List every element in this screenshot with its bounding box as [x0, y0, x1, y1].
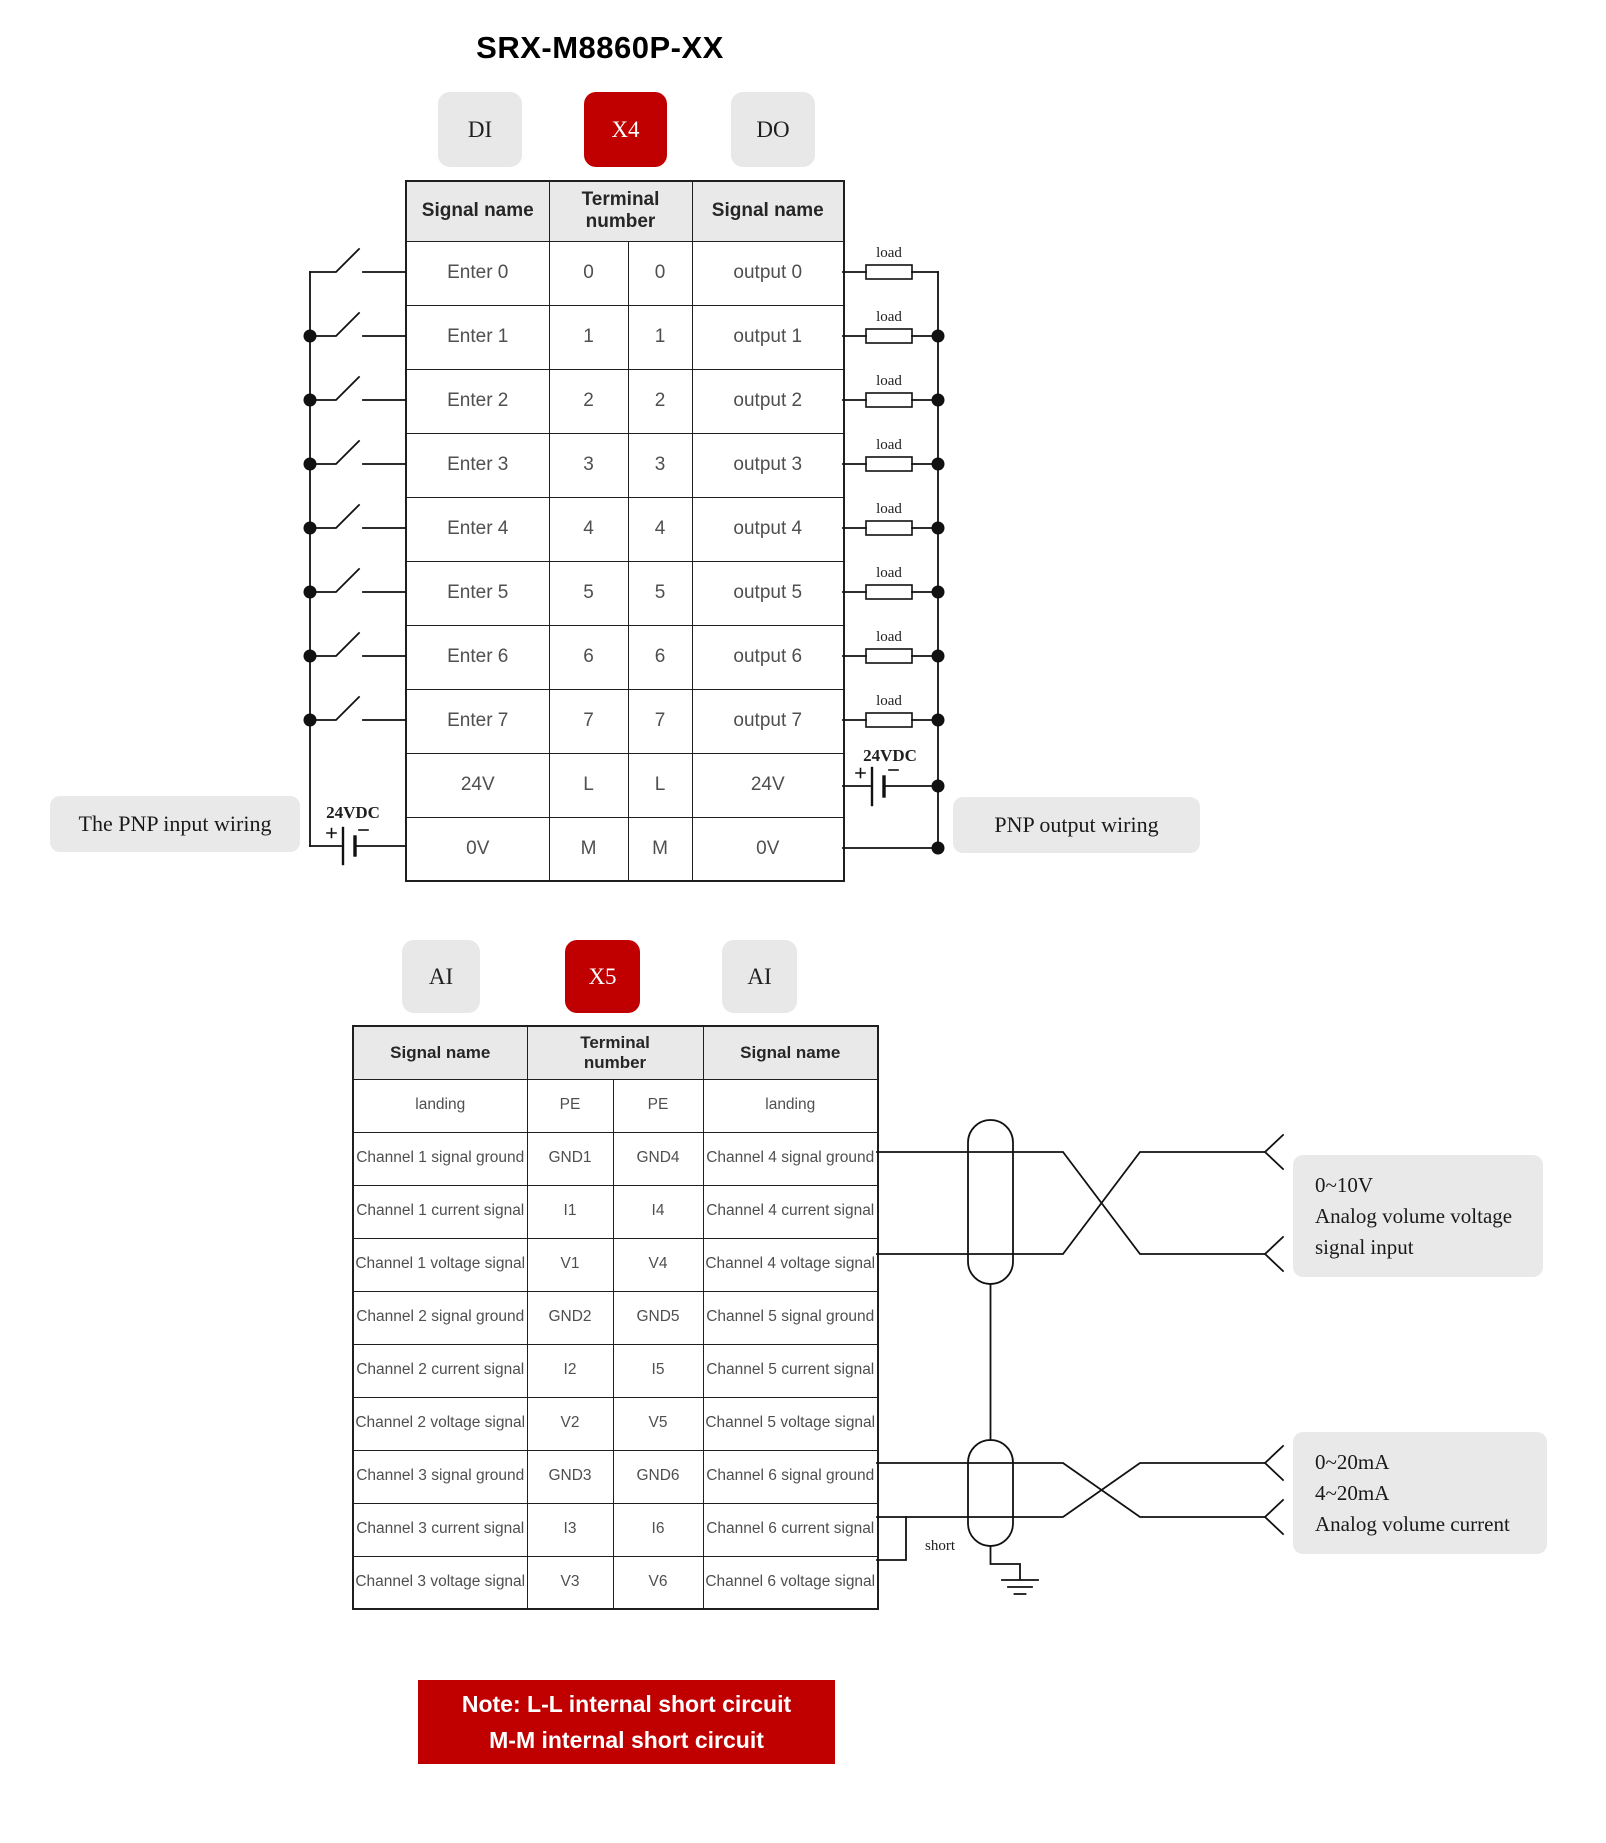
terminal-left-cell: PE: [527, 1079, 613, 1132]
signal-left-cell: Channel 2 voltage signal: [353, 1397, 527, 1450]
signal-right-cell: Channel 4 voltage signal: [703, 1238, 878, 1291]
voltage-input-label: [1293, 1155, 1543, 1277]
header-row: [406, 181, 844, 241]
pnp-output-wiring-label: PNP output wiring: [953, 797, 1200, 853]
signal-left-cell: Enter 1: [406, 305, 549, 369]
signal-right-cell: Channel 6 current signal: [703, 1503, 878, 1556]
terminal-left-cell: GND1: [527, 1132, 613, 1185]
signal-right-cell: output 2: [692, 369, 844, 433]
terminal-right-cell: 4: [628, 497, 692, 561]
badge-ai-right: AI: [722, 940, 797, 1013]
terminal-left-cell: GND2: [527, 1291, 613, 1344]
terminal-right-cell: I4: [613, 1185, 703, 1238]
table-row: [353, 1397, 878, 1450]
terminal-left-cell: L: [549, 753, 628, 817]
terminal-right-cell: 1: [628, 305, 692, 369]
terminal-left-cell: 2: [549, 369, 628, 433]
shield-cable-symbol: [968, 1120, 1013, 1284]
pnp-output-wiring-group: [843, 265, 945, 855]
terminal-right-cell: GND5: [613, 1291, 703, 1344]
voltage-desc-1: Analog volume voltage: [1315, 1204, 1513, 1228]
table-row: [353, 1503, 878, 1556]
signal-left-cell: Channel 1 current signal: [353, 1185, 527, 1238]
terminal-right-cell: V6: [613, 1556, 703, 1609]
load-label: load: [876, 309, 902, 325]
table-row: [406, 625, 844, 689]
signal-right-cell: output 4: [692, 497, 844, 561]
signal-right-cell: 0V: [692, 817, 844, 881]
table-row: [353, 1185, 878, 1238]
table-row: [353, 1291, 878, 1344]
terminal-right-cell: 6: [628, 625, 692, 689]
terminal-header: [527, 1026, 703, 1079]
signal-left-cell: Enter 7: [406, 689, 549, 753]
signal-left-cell: Channel 1 signal ground: [353, 1132, 527, 1185]
signal-left-cell: 24V: [406, 753, 549, 817]
current-input-label: [1293, 1432, 1547, 1554]
load-label: load: [876, 565, 902, 581]
signal-right-header: Signal name: [692, 181, 844, 241]
signal-left-cell: Enter 5: [406, 561, 549, 625]
current-desc: Analog volume current: [1315, 1512, 1510, 1536]
terminal-right-cell: 2: [628, 369, 692, 433]
pnp-input-wiring-group: [304, 249, 406, 864]
table-row: [406, 497, 844, 561]
terminal-left-cell: I2: [527, 1344, 613, 1397]
signal-right-cell: output 7: [692, 689, 844, 753]
note-line-2: M-M internal short circuit: [489, 1727, 764, 1753]
x4-terminal-table: [405, 180, 845, 882]
terminal-left-cell: 7: [549, 689, 628, 753]
terminal-right-cell: L: [628, 753, 692, 817]
signal-right-cell: output 5: [692, 561, 844, 625]
signal-left-cell: Channel 3 voltage signal: [353, 1556, 527, 1609]
table-row: [406, 241, 844, 305]
badge-do: DO: [731, 92, 815, 167]
voltage-range: 0~10V: [1315, 1173, 1374, 1197]
terminal-left-cell: V2: [527, 1397, 613, 1450]
terminal-left-cell: I3: [527, 1503, 613, 1556]
badge-di: DI: [438, 92, 522, 167]
terminal-right-cell: 5: [628, 561, 692, 625]
supply-label-right: 24VDC: [863, 746, 917, 765]
terminal-left-cell: V3: [527, 1556, 613, 1609]
terminal-left-cell: V1: [527, 1238, 613, 1291]
terminal-right-cell: 0: [628, 241, 692, 305]
signal-left-cell: Enter 2: [406, 369, 549, 433]
signal-right-cell: Channel 6 voltage signal: [703, 1556, 878, 1609]
terminal-right-cell: M: [628, 817, 692, 881]
badge-x5: X5: [565, 940, 640, 1013]
signal-left-cell: Channel 1 voltage signal: [353, 1238, 527, 1291]
short-label: short: [925, 1538, 955, 1554]
badge-ai-left: AI: [402, 940, 480, 1013]
shield-cable-symbol: [968, 1440, 1013, 1546]
terminal-left-cell: 1: [549, 305, 628, 369]
table-row: [353, 1079, 878, 1132]
signal-right-cell: output 1: [692, 305, 844, 369]
signal-right-header: Signal name: [703, 1026, 878, 1079]
load-label: load: [876, 373, 902, 389]
terminal-right-cell: GND6: [613, 1450, 703, 1503]
terminal-right-cell: GND4: [613, 1132, 703, 1185]
ground-symbol: [991, 1546, 1039, 1594]
table-row: [406, 433, 844, 497]
terminal-header-text: Terminal number: [581, 189, 660, 233]
signal-right-cell: 24V: [692, 753, 844, 817]
table-row: [406, 369, 844, 433]
terminal-left-cell: 5: [549, 561, 628, 625]
load-label: load: [876, 245, 902, 261]
terminal-right-cell: I6: [613, 1503, 703, 1556]
terminal-left-cell: 4: [549, 497, 628, 561]
terminal-left-cell: 6: [549, 625, 628, 689]
signal-right-cell: Channel 5 current signal: [703, 1344, 878, 1397]
terminal-right-cell: V5: [613, 1397, 703, 1450]
signal-left-cell: Channel 2 current signal: [353, 1344, 527, 1397]
load-label: load: [876, 629, 902, 645]
terminal-left-cell: GND3: [527, 1450, 613, 1503]
current-range-1: 0~20mA: [1315, 1450, 1390, 1474]
signal-left-cell: Channel 3 signal ground: [353, 1450, 527, 1503]
terminal-header-text: Terminal number: [580, 1033, 650, 1072]
signal-right-cell: landing: [703, 1079, 878, 1132]
terminal-right-cell: V4: [613, 1238, 703, 1291]
analog-input-wiring-group: [877, 1120, 1283, 1594]
table-row: [353, 1238, 878, 1291]
x5-terminal-table: [352, 1025, 879, 1610]
table-row: [406, 817, 844, 881]
signal-right-cell: output 6: [692, 625, 844, 689]
signal-left-cell: landing: [353, 1079, 527, 1132]
load-label: load: [876, 501, 902, 517]
signal-left-cell: Enter 3: [406, 433, 549, 497]
table-row: [353, 1132, 878, 1185]
signal-left-cell: 0V: [406, 817, 549, 881]
table-row: [406, 689, 844, 753]
terminal-left-cell: 0: [549, 241, 628, 305]
terminal-right-cell: 7: [628, 689, 692, 753]
signal-left-header: Signal name: [353, 1026, 527, 1079]
signal-right-cell: output 0: [692, 241, 844, 305]
load-label: load: [876, 693, 902, 709]
signal-right-cell: Channel 5 signal ground: [703, 1291, 878, 1344]
signal-left-cell: Channel 2 signal ground: [353, 1291, 527, 1344]
signal-right-cell: Channel 6 signal ground: [703, 1450, 878, 1503]
table-row: [353, 1450, 878, 1503]
signal-right-cell: Channel 4 signal ground: [703, 1132, 878, 1185]
signal-left-header: Signal name: [406, 181, 549, 241]
table-row: [406, 561, 844, 625]
table-row: [353, 1556, 878, 1609]
header-row: [353, 1026, 878, 1079]
voltage-desc-2: signal input: [1315, 1235, 1414, 1259]
badge-x4: X4: [584, 92, 667, 167]
note-line-1: Note: L-L internal short circuit: [461, 1691, 792, 1717]
table-row: [406, 305, 844, 369]
terminal-left-cell: I1: [527, 1185, 613, 1238]
terminal-left-cell: M: [549, 817, 628, 881]
load-label: load: [876, 437, 902, 453]
terminal-right-cell: PE: [613, 1079, 703, 1132]
page-title: SRX-M8860P-XX: [476, 30, 724, 65]
pnp-input-wiring-label: The PNP input wiring: [50, 796, 300, 852]
table-row: [353, 1344, 878, 1397]
signal-right-cell: Channel 5 voltage signal: [703, 1397, 878, 1450]
terminal-right-cell: I5: [613, 1344, 703, 1397]
terminal-header: [549, 181, 692, 241]
short-jumper: [877, 1517, 906, 1560]
note-box: [418, 1680, 835, 1764]
signal-left-cell: Enter 6: [406, 625, 549, 689]
terminal-right-cell: 3: [628, 433, 692, 497]
signal-left-cell: Channel 3 current signal: [353, 1503, 527, 1556]
signal-right-cell: Channel 4 current signal: [703, 1185, 878, 1238]
supply-label-left: 24VDC: [326, 803, 380, 822]
current-range-2: 4~20mA: [1315, 1481, 1390, 1505]
signal-left-cell: Enter 4: [406, 497, 549, 561]
terminal-left-cell: 3: [549, 433, 628, 497]
signal-left-cell: Enter 0: [406, 241, 549, 305]
signal-right-cell: output 3: [692, 433, 844, 497]
table-row: [406, 753, 844, 817]
